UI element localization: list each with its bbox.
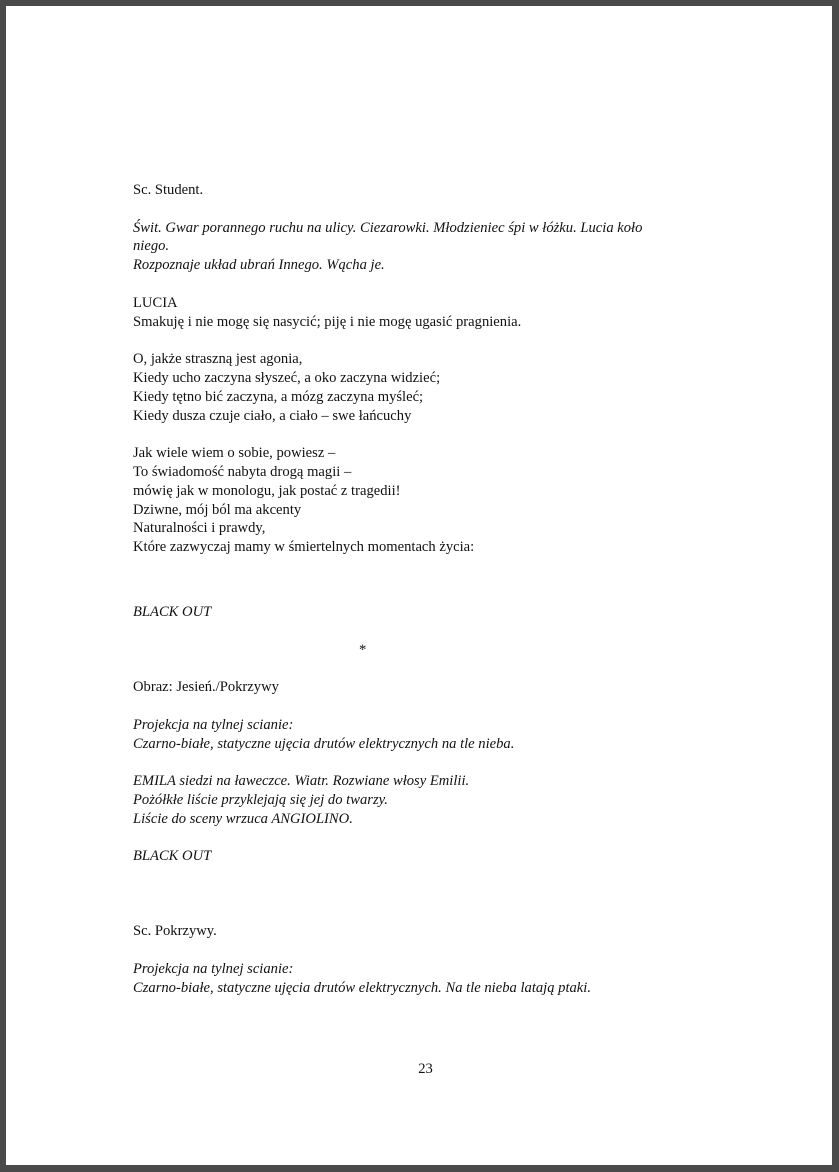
spacer — [133, 697, 733, 716]
stage-direction-line: EMILA siedzi na ławeczce. Wiatr. Rozwiane włosy Emilii. — [133, 773, 470, 790]
projection-direction-line: Projekcja na tylnej scianie: — [133, 716, 294, 733]
spacer — [133, 829, 733, 848]
verse-line: O, jakże straszną jest agonia, — [133, 351, 303, 368]
projection-direction-line: Projekcja na tylnej scianie: — [133, 961, 294, 978]
stage-direction-line: Pożółkłe liście przyklejają się jej do twarzy. — [133, 791, 388, 808]
stage-direction-line: niego. — [133, 238, 170, 255]
scene-heading-obraz: Obraz: Jesień./Pokrzywy — [133, 679, 279, 696]
scene-heading-student: Sc. Student. — [133, 182, 204, 198]
verse-line: To świadomość nabyta drogą magii – — [133, 463, 352, 480]
verse-line: Kiedy ucho zaczyna słyszeć, a oko zaczyna widzieć; — [133, 369, 441, 386]
page-body — [133, 181, 733, 998]
verse-line: Kiedy tętno bić zaczyna, a mózg zaczyna myśleć; — [133, 388, 424, 405]
spacer — [133, 275, 733, 294]
spacer — [133, 331, 733, 350]
spacer — [133, 557, 733, 603]
spacer — [133, 941, 733, 960]
spacer — [133, 866, 733, 904]
blackout-direction: BLACK OUT — [133, 848, 212, 865]
verse-line: Które zazwyczaj mamy w śmiertelnych momentach życia: — [133, 539, 475, 556]
verse-line: mówię jak w monologu, jak postać z tragedii! — [133, 482, 401, 499]
projection-direction-line: Czarno-białe, statyczne ujęcia drutów elektrycznych. Na tle nieba latają ptaki. — [133, 979, 591, 996]
page-number: 23 — [418, 1061, 433, 1077]
spacer — [133, 753, 733, 772]
spacer — [133, 425, 733, 444]
verse-line: Naturalności i prawdy, — [133, 520, 266, 537]
dialogue-line: Smakuję i nie mogę się nasycić; piję i nie mogę ugasić pragnienia. — [133, 313, 522, 330]
spacer — [133, 622, 733, 660]
blackout-direction: BLACK OUT — [133, 603, 212, 620]
spacer — [133, 659, 733, 678]
verse-line: Kiedy dusza czuje ciało, a ciało – swe łańcuchy — [133, 407, 412, 424]
verse-line: Jak wiele wiem o sobie, powiesz – — [133, 445, 336, 462]
section-divider-asterisk: * — [359, 642, 367, 658]
speaker-name: LUCIA — [133, 294, 178, 311]
stage-direction-line: Liście do sceny wrzuca ANGIOLINO. — [133, 810, 353, 827]
scene-heading-pokrzywy: Sc. Pokrzywy. — [133, 923, 217, 940]
spacer — [133, 904, 733, 923]
verse-line: Dziwne, mój ból ma akcenty — [133, 501, 302, 518]
spacer — [133, 200, 733, 219]
projection-direction-line: Czarno-białe, statyczne ujęcia drutów elektrycznych na tle nieba. — [133, 735, 515, 752]
stage-direction-line: Świt. Gwar porannego ruchu na ulicy. Ciezarowki. Młodzieniec śpi w łóżku. Lucia koło — [133, 219, 643, 236]
stage-direction-line: Rozpoznaje układ ubrań Innego. Wącha je. — [133, 257, 385, 274]
